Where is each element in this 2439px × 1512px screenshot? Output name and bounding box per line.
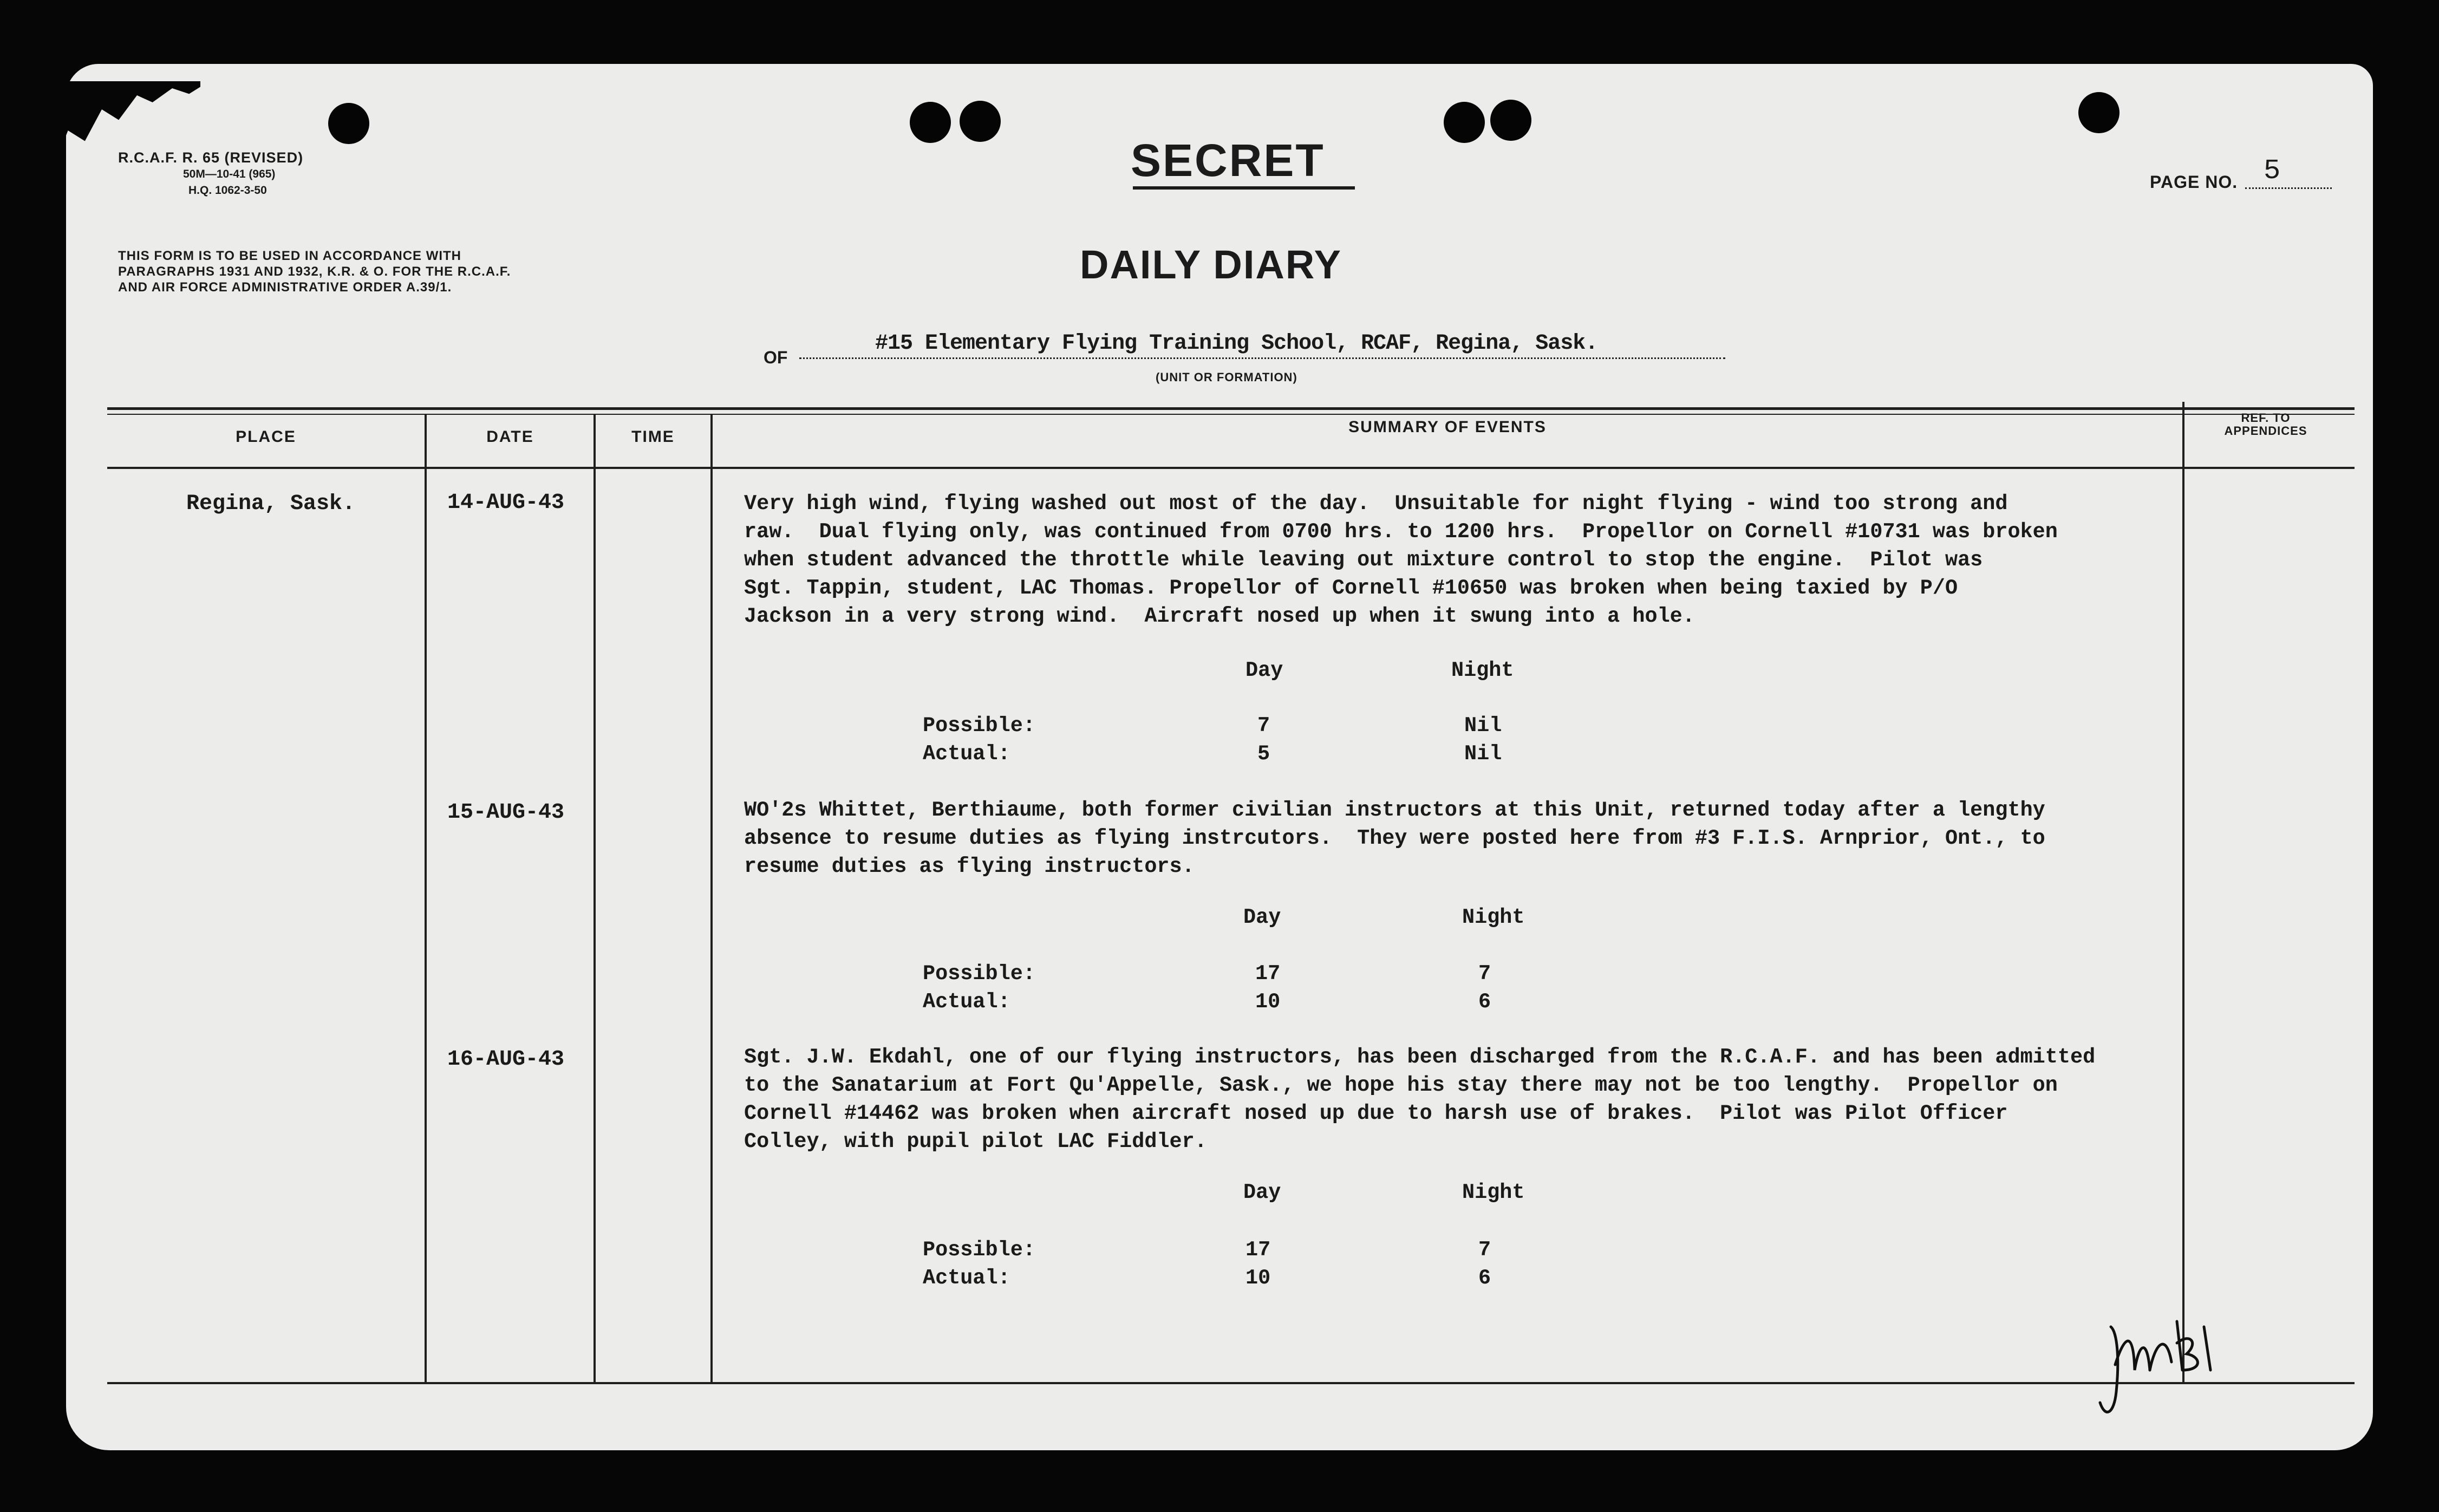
unit-name: #15 Elementary Flying Training School, RCAF, Regina, Sask. (875, 331, 1598, 356)
column-divider (425, 414, 427, 1383)
punch-hole (910, 102, 951, 143)
entry-date: 15-AUG-43 (447, 800, 565, 825)
entry-summary-line: Colley, with pupil pilot LAC Fiddler. (744, 1130, 1207, 1153)
form-instructions: THIS FORM IS TO BE USED IN ACCORDANCE WITH PARAGRAPHS 1931 AND 1932, K.R. & O. FOR THE R.C.A.F. AND AIR FORCE ADMINISTRATIVE ORDER A.39/1. (118, 249, 511, 295)
stats-day-label: Day (1245, 659, 1283, 682)
punch-hole (960, 101, 1001, 142)
entry-summary-line: Sgt. Tappin, student, LAC Thomas. Propellor of Cornell #10650 was broken when being taxied by P/O (744, 576, 1958, 600)
stats-actual-day: 10 (1255, 990, 1281, 1014)
column-header-ref-line1: REF. TO (2241, 411, 2291, 425)
entry-date: 14-AUG-43 (447, 491, 565, 515)
table-top-rule-thin (107, 414, 2355, 415)
entry-summary-line: to the Sanatarium at Fort Qu'Appelle, Sask., we hope his stay there may not be too lengthy. Propellor on (744, 1073, 2058, 1097)
entry-date: 16-AUG-43 (447, 1047, 565, 1072)
table-top-rule (107, 407, 2355, 410)
column-header-ref-line2: APPENDICES (2224, 424, 2307, 438)
stats-possible-label: Possible: (923, 714, 1035, 738)
punch-hole (2078, 92, 2120, 133)
punch-hole (1490, 100, 1531, 141)
entry-place: Regina, Sask. (186, 492, 356, 516)
entry-summary-line: absence to resume duties as flying instrcutors. They were posted here from #3 F.I.S. Arnprior, Ont., to (744, 826, 2045, 850)
page-title: DAILY DIARY (1080, 242, 1342, 287)
column-header-place: PLACE (236, 428, 296, 446)
stats-possible-label: Possible: (923, 1238, 1035, 1262)
stats-actual-day: 10 (1245, 1266, 1271, 1290)
form-print-run: 50M—10-41 (965) (183, 168, 276, 180)
form-hq-ref: H.Q. 1062-3-50 (188, 184, 267, 197)
page-number-line (2245, 187, 2332, 189)
stats-day-label: Day (1243, 1181, 1281, 1204)
page-number-label: PAGE NO. (2150, 172, 2238, 192)
punch-hole (1444, 102, 1485, 143)
form-code: R.C.A.F. R. 65 (REVISED) (118, 149, 304, 166)
stats-actual-label: Actual: (923, 1266, 1010, 1290)
column-header-time: TIME (631, 428, 675, 446)
table-header-rule (107, 467, 2355, 469)
unit-dotted-line (799, 357, 1725, 359)
entry-summary-line: Jackson in a very strong wind. Aircraft nosed up when it swung into a hole. (744, 604, 1695, 628)
stats-possible-night: 7 (1478, 962, 1491, 986)
stats-actual-night: Nil (1464, 742, 1502, 766)
entry-summary-line: when student advanced the throttle while leaving out mixture control to stop the engine. Pilot was (744, 548, 1983, 572)
entry-summary-line: raw. Dual flying only, was continued from 0700 hrs. to 1200 hrs. Propellor on Cornell #10731 was broken (744, 520, 2058, 544)
entry-summary-line: Cornell #14462 was broken when aircraft nosed up due to harsh use of brakes. Pilot was Pilot Officer (744, 1102, 2008, 1125)
stats-night-label: Night (1451, 659, 1514, 682)
stats-possible-night: 7 (1478, 1238, 1491, 1262)
table-bottom-rule (107, 1382, 2355, 1384)
of-label: OF (764, 348, 788, 367)
stats-possible-day: 17 (1255, 962, 1281, 986)
classification-underline (1133, 186, 1355, 190)
stats-possible-label: Possible: (923, 962, 1035, 986)
stats-actual-night: 6 (1478, 990, 1491, 1014)
stats-day-label: Day (1243, 905, 1281, 929)
stats-possible-night: Nil (1464, 714, 1502, 738)
stats-actual-night: 6 (1478, 1266, 1491, 1290)
column-header-summary: SUMMARY OF EVENTS (1348, 418, 1547, 436)
stats-possible-day: 17 (1245, 1238, 1271, 1262)
entry-summary-line: Very high wind, flying washed out most of the day. Unsuitable for night flying - wind too strong and (744, 492, 2008, 516)
entry-summary-line: resume duties as flying instructors. (744, 855, 1195, 878)
stats-possible-day: 7 (1257, 714, 1270, 738)
stats-night-label: Night (1462, 1181, 1525, 1204)
handwritten-initials (2096, 1311, 2220, 1430)
stats-actual-label: Actual: (923, 742, 1010, 766)
stats-actual-day: 5 (1257, 742, 1270, 766)
punch-hole (328, 103, 369, 144)
stats-actual-label: Actual: (923, 990, 1010, 1014)
unit-caption: (UNIT OR FORMATION) (1156, 370, 1297, 384)
column-divider (710, 414, 713, 1383)
column-header-date: DATE (486, 428, 534, 446)
page-number: 5 (2264, 155, 2281, 187)
column-divider (594, 414, 596, 1383)
entry-summary-line: Sgt. J.W. Ekdahl, one of our flying instructors, has been discharged from the R.C.A.F. and has been admitted (744, 1045, 2096, 1069)
classification-heading: SECRET (1131, 135, 1325, 186)
stats-night-label: Night (1462, 905, 1525, 929)
entry-summary-line: WO'2s Whittet, Berthiaume, both former civilian instructors at this Unit, returned today after a lengthy (744, 798, 2045, 822)
